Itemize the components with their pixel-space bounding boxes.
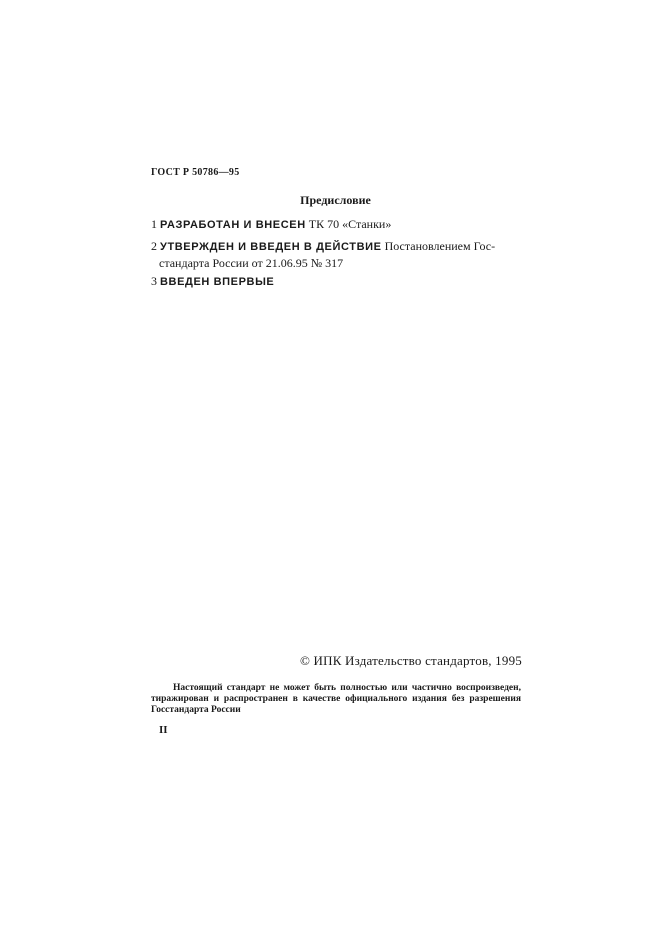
foreword-item-2 [151, 238, 523, 271]
document-code: ГОСТ Р 50786—95 [151, 167, 240, 178]
item-number: 1 [151, 217, 157, 231]
item-caps-text: ВВЕДЕН ВПЕРВЫЕ [160, 276, 275, 288]
page-number: II [159, 724, 168, 736]
foreword-title: Предисловие [300, 193, 371, 207]
foreword-item-3 [151, 273, 523, 290]
item-number: 2 [151, 239, 157, 253]
item-text: Постановлением Гос- [381, 239, 496, 253]
reproduction-notice: Настоящий стандарт не может быть полностью или частично воспроизведен, тиражирован и распространен в качестве официального издания без разрешения Госстандарта России [151, 683, 521, 715]
item-caps-text: УТВЕРЖДЕН И ВВЕДЕН В ДЕЙСТВИЕ [160, 241, 382, 253]
item-caps-text: РАЗРАБОТАН И ВНЕСЕН [160, 219, 306, 231]
copyright-line: © ИПК Издательство стандартов, 1995 [300, 653, 522, 668]
item-number: 3 [151, 274, 157, 288]
item-text: ТК 70 «Станки» [305, 217, 392, 231]
item-text-continuation: стандарта России от 21.06.95 № 317 [159, 256, 344, 270]
foreword-item-1 [151, 216, 523, 233]
